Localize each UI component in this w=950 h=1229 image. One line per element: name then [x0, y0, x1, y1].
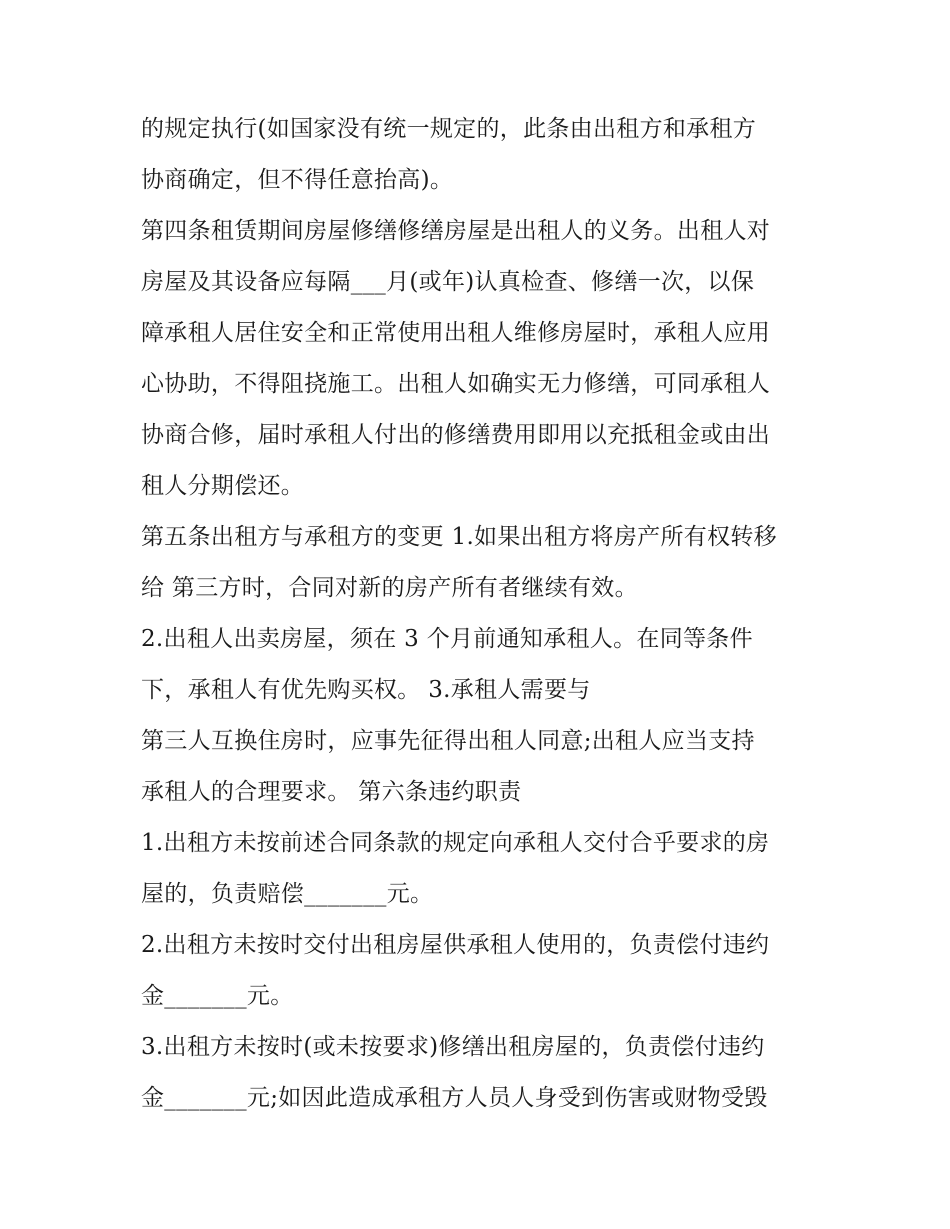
text-line: 协商合修，届时承租人付出的修缮费用即用以充抵租金或由出: [141, 422, 771, 448]
text-line: 障承租人居住安全和正常使用出租人维修房屋时，承租人应用: [141, 320, 771, 346]
text-line: 承租人的合理要求。 第六条违约职责: [141, 779, 522, 805]
text-line: 第五条出租方与承租方的变更 1.如果出租方将房产所有权转移: [141, 524, 777, 550]
text-line: 租人分期偿还。: [141, 473, 305, 499]
text-line: 2.出租人出卖房屋，须在 3 个月前通知承租人。在同等条件: [141, 626, 753, 652]
text-line: 的规定执行(如国家没有统一规定的，此条由出租方和承租方: [141, 116, 757, 142]
text-line: 1.出租方未按前述合同条款的规定向承租人交付合乎要求的房: [141, 830, 770, 856]
text-line: 第三人互换住房时，应事先征得出租人同意;出租人应当支持: [141, 728, 755, 754]
text-line: 金_______元。: [141, 983, 294, 1009]
text-line: 下，承租人有优先购买权。 3.承租人需要与: [141, 677, 591, 703]
text-line: 3.出租方未按时(或未按要求)修缮出租房屋的，负责偿付违约: [141, 1034, 765, 1060]
text-line: 第四条租赁期间房屋修缮修缮房屋是出租人的义务。出租人对: [141, 218, 771, 244]
text-line: 房屋及其设备应每隔___月(或年)认真检查、修缮一次，以保: [141, 269, 755, 295]
text-line: 给 第三方时，合同对新的房产所有者继续有效。: [141, 575, 638, 601]
text-line: 2.出租方未按时交付出租房屋供承租人使用的，负责偿付违约: [141, 932, 770, 958]
text-line: 协商确定，但不得任意抬高)。: [141, 167, 454, 193]
text-line: 心协助，不得阻挠施工。出租人如确实无力修缮，可同承租人: [141, 371, 771, 397]
text-line: 屋的，负责赔偿_______元。: [141, 881, 434, 907]
text-line: 金_______元;如因此造成承租方人员人身受到伤害或财物受毁: [141, 1085, 768, 1111]
